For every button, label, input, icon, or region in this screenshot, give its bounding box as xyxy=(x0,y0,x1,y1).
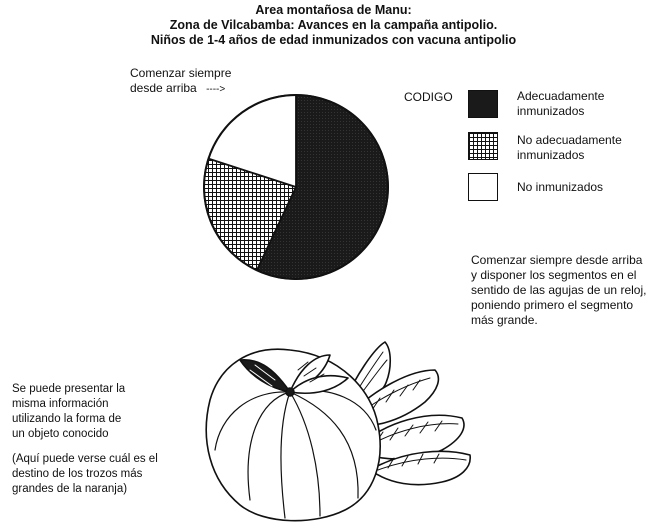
clockwise-note-line-5: más grande. xyxy=(471,313,538,327)
legend-swatch-not-immunized xyxy=(468,173,498,201)
orange-note-spacer xyxy=(12,442,158,452)
legend-label-not-immunized: No inmunizados xyxy=(517,180,604,194)
chart-title-line-3: Niños de 1-4 años de edad inmunizados con vacuna antipolio xyxy=(150,33,517,47)
start-top-note-line-1: Comenzar siempre xyxy=(130,66,232,80)
orange-body xyxy=(206,349,380,520)
legend-label-not-adequate-1: No adecuadamente xyxy=(517,133,622,147)
clockwise-note xyxy=(471,253,646,328)
orange-note-line-7: destino de los trozos más xyxy=(12,468,143,480)
legend-label-adequate-2: inmunizados xyxy=(517,104,585,118)
legend-swatch-adequate xyxy=(468,90,498,118)
clockwise-note-line-3: sentido de las agujas de un reloj, xyxy=(471,283,647,297)
legend-swatch-not-adequate xyxy=(468,132,498,160)
pie-slices xyxy=(204,95,388,279)
orange-note-line-3: utilizando la forma de xyxy=(12,413,122,425)
clockwise-note-line-2: y disponer los segmentos en el xyxy=(471,268,637,282)
orange-note-line-2: misma información xyxy=(12,398,109,410)
legend-heading: CODIGO xyxy=(404,90,453,104)
orange-note-line-8: grandes de la naranja) xyxy=(12,483,128,495)
start-top-arrow: ----> xyxy=(206,84,226,95)
orange-note-line-4: un objeto conocido xyxy=(12,428,109,440)
start-top-note-text: desde arriba xyxy=(130,81,197,95)
chart-title-line-1: Area montañosa de Manu: xyxy=(255,3,412,17)
clockwise-note-line-1: Comenzar siempre desde arriba xyxy=(471,253,643,267)
chart-title-line-2: Zona de Vilcabamba: Avances en la campaña antipolio. xyxy=(169,18,498,32)
orange-illustration xyxy=(180,330,480,525)
clockwise-note-line-4: poniendo primero el segmento xyxy=(471,298,634,312)
orange-note-line-6: (Aquí puede verse cuál es el xyxy=(12,453,158,465)
legend-label-adequate-1: Adecuadamente xyxy=(517,89,605,103)
legend-label-not-adequate-2: inmunizados xyxy=(517,148,585,162)
orange-note xyxy=(12,382,158,497)
orange-note-line-1: Se puede presentar la xyxy=(12,383,126,395)
